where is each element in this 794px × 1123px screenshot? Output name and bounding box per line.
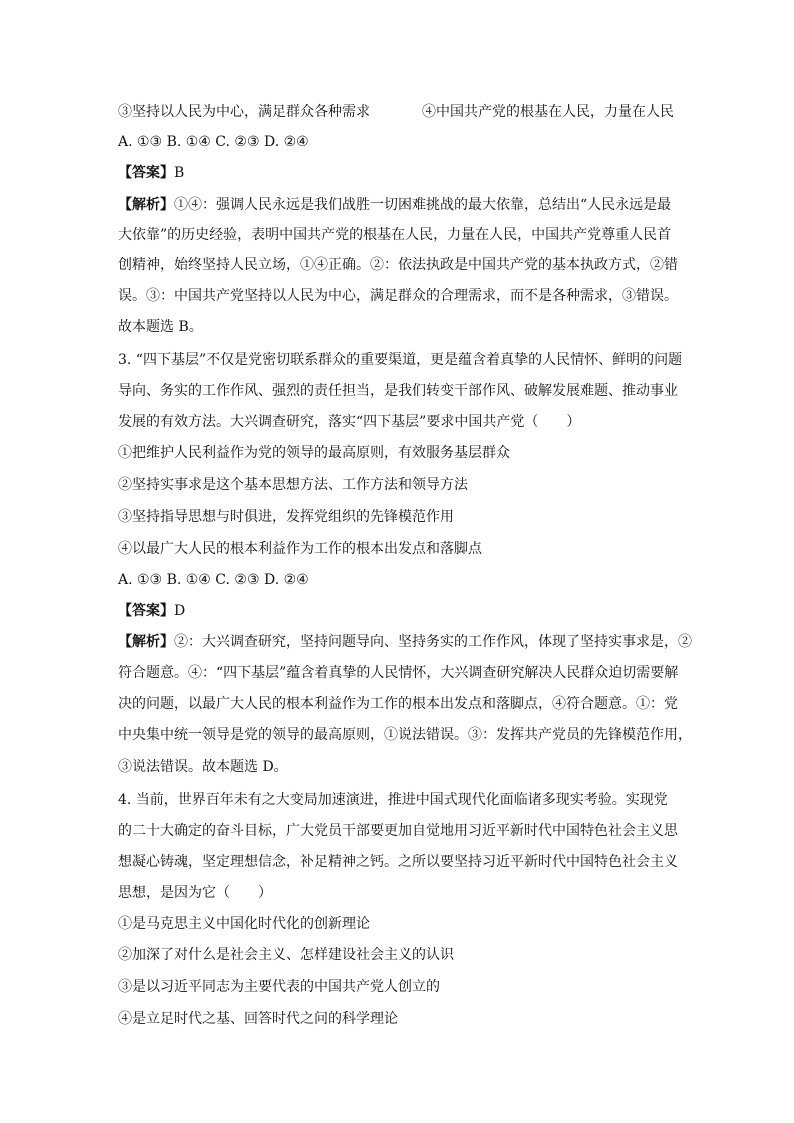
q2-analysis-line-3: 创精神，始终坚持人民立场，①④正确。②：依法执政是中国共产党的基本执政方式，②错: [118, 257, 678, 273]
q2-option-4: ④中国共产党的根基在人民，力量在人民: [422, 104, 674, 120]
q4-option-3: ③是以习近平同志为主要代表的中国共产党人创立的: [118, 979, 440, 995]
q3-analysis-line-2: 符合题意。④：“四下基层”蕴含着真挚的人民情怀，大兴调查研究解决人民群众迫切需要解: [118, 665, 679, 681]
q3-analysis-line-1: 【解析】②：大兴调查研究，坚持问题导向、坚持务实的工作作风，体现了坚持实事求是，②: [118, 634, 692, 650]
q4-stem-line-2: 的二十大确定的奋斗目标，广大党员干部要更加自觉地用习近平新时代中国特色社会主义思: [118, 823, 678, 839]
q3-analysis-line-3: 决的问题，以最广大人民的根本利益作为工作的根本出发点和落脚点，④符合题意。①：党: [118, 696, 678, 712]
q4-option-2: ②加深了对什么是社会主义、怎样建设社会主义的认识: [118, 947, 454, 963]
q4-stem-line-3: 想凝心铸魂，坚定理想信念，补足精神之钙。之所以要坚持习近平新时代中国特色社会主义: [118, 854, 678, 870]
q3-option-1: ①把维护人民利益作为党的领导的最高原则，有效服务基层群众: [118, 445, 510, 461]
q3-analysis-line-5: ③说法错误。故本题选 D。: [118, 759, 288, 775]
q3-answer: [118, 601, 688, 621]
q2-option-3: ③坚持以人民为中心，满足群众各种需求: [118, 104, 370, 120]
q4-stem-line-1: 4. 当前，世界百年未有之大变局加速演进，推进中国式现代化面临诸多现实考验。实现党: [118, 792, 668, 808]
analysis-label: 【解析】: [118, 634, 174, 650]
q2-answer: [118, 163, 688, 183]
q2-analysis-line-5: 故本题选 B。: [118, 319, 203, 335]
q2-analysis-line-1: 【解析】①④：强调人民永远是我们战胜一切困难挑战的最大依靠，总结出“人民永远是最: [118, 197, 672, 213]
q3-stem-line-1: 3. “四下基层”不仅是党密切联系群众的重要渠道，更是蕴含着真挚的人民情怀、鲜明的问题: [118, 352, 683, 368]
q4-stem-line-4: 思想，是因为它（ ）: [118, 885, 272, 901]
q3-analysis-line-4: 中央集中统一领导是党的领导的最高原则，①说法错误。③：发挥共产党员的先锋模范作用，: [118, 727, 692, 743]
q2-choices: A. ①③ B. ①④ C. ②③ D. ②④: [118, 134, 309, 150]
answer-value: B: [174, 165, 185, 181]
q4-option-4: ④是立足时代之基、回答时代之问的科学理论: [118, 1011, 398, 1027]
q3-option-3: ③坚持指导思想与时俱进，发挥党组织的先锋模范作用: [118, 509, 454, 525]
analysis-label: 【解析】: [118, 197, 174, 213]
q2-analysis-line-2: 大依靠”的历史经验，表明中国共产党的根基在人民，力量在人民，中国共产党尊重人民首: [118, 227, 672, 243]
q3-stem-line-3: 发展的有效方法。大兴调查研究，落实“四下基层”要求中国共产党（ ）: [118, 414, 581, 430]
q3-choices: A. ①③ B. ①④ C. ②③ D. ②④: [118, 572, 309, 588]
answer-value: D: [174, 603, 186, 619]
q3-option-4: ④以最广大人民的根本利益作为工作的根本出发点和落脚点: [118, 541, 482, 557]
q2-options-row: [118, 102, 688, 122]
answer-label: 【答案】: [118, 603, 174, 619]
q3-stem-line-2: 导向、务实的工作作风、强烈的责任担当，是我们转变干部作风、破解发展难题、推动事业: [118, 383, 678, 399]
q2-analysis-line-4: 误。③：中国共产党坚持以人民为中心，满足群众的合理需求，而不是各种需求，③错误。: [118, 288, 678, 304]
q3-option-2: ②坚持实事求是这个基本思想方法、工作方法和领导方法: [118, 477, 468, 493]
answer-label: 【答案】: [118, 165, 174, 181]
q4-option-1: ①是马克思主义中国化时代化的创新理论: [118, 916, 370, 932]
